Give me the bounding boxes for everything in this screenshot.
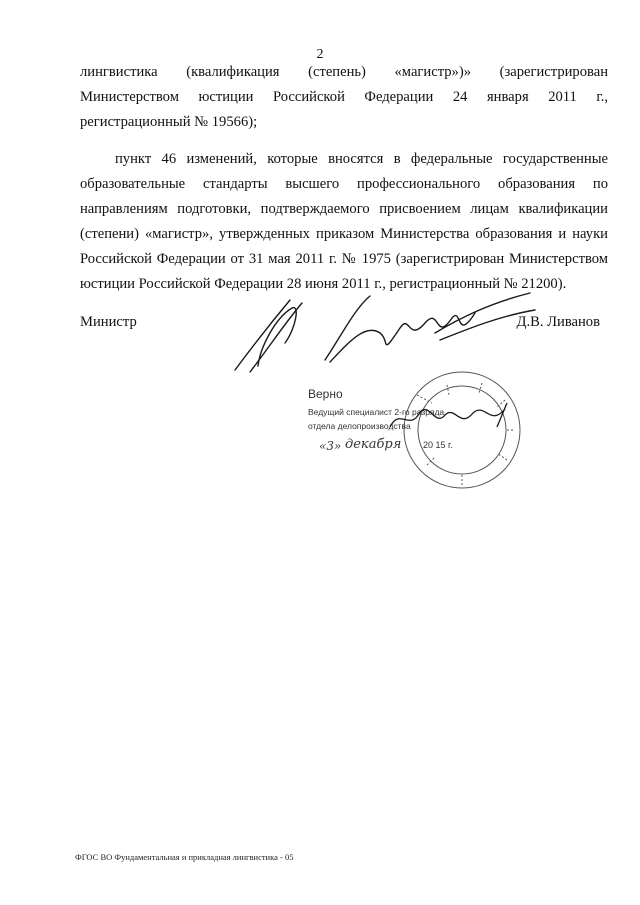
document-body [80, 60, 608, 297]
cert-date-day: «3» [319, 439, 342, 453]
cert-word: Верно [308, 387, 343, 401]
cert-year: 20 15 г. [423, 440, 453, 450]
page-number: 2 [316, 47, 324, 62]
certification-stamp [305, 385, 535, 495]
signer-title: Министр [80, 314, 137, 330]
footer-label: ФГОС ВО Фундаментальная и прикладная лингвистика - 05 [75, 852, 294, 862]
cert-role-line2: отдела делопроизводства [308, 421, 411, 431]
signer-name: Д.В. Ливанов [516, 314, 600, 330]
cert-date-month: декабря [345, 437, 402, 452]
paragraph-2: пункт 46 изменений, которые вносятся в федеральные государственные образовательные стандарты высшего профессионального образования по направлениям подготовки, подтверждаемого присвоением лицам квалификации (степени) «магистр», утвержденных приказом Министерства образования и науки Российской Федерации от 31 мая 2011 г. № 1975 (зарегистрирован Министерством юстиции Российской Федерации 28 июня 2011 г., регистрационный № 21200). [80, 151, 608, 292]
paragraph-1: лингвистика (квалификация (степень) «магистр»)» (зарегистрирован Министерством юстиции Российской Федерации 24 января 2011 г., регистрационный № 19566); [80, 64, 608, 130]
handwritten-initials [385, 397, 515, 437]
cert-role-line1: Ведущий специалист 2-го разряда [308, 407, 445, 417]
